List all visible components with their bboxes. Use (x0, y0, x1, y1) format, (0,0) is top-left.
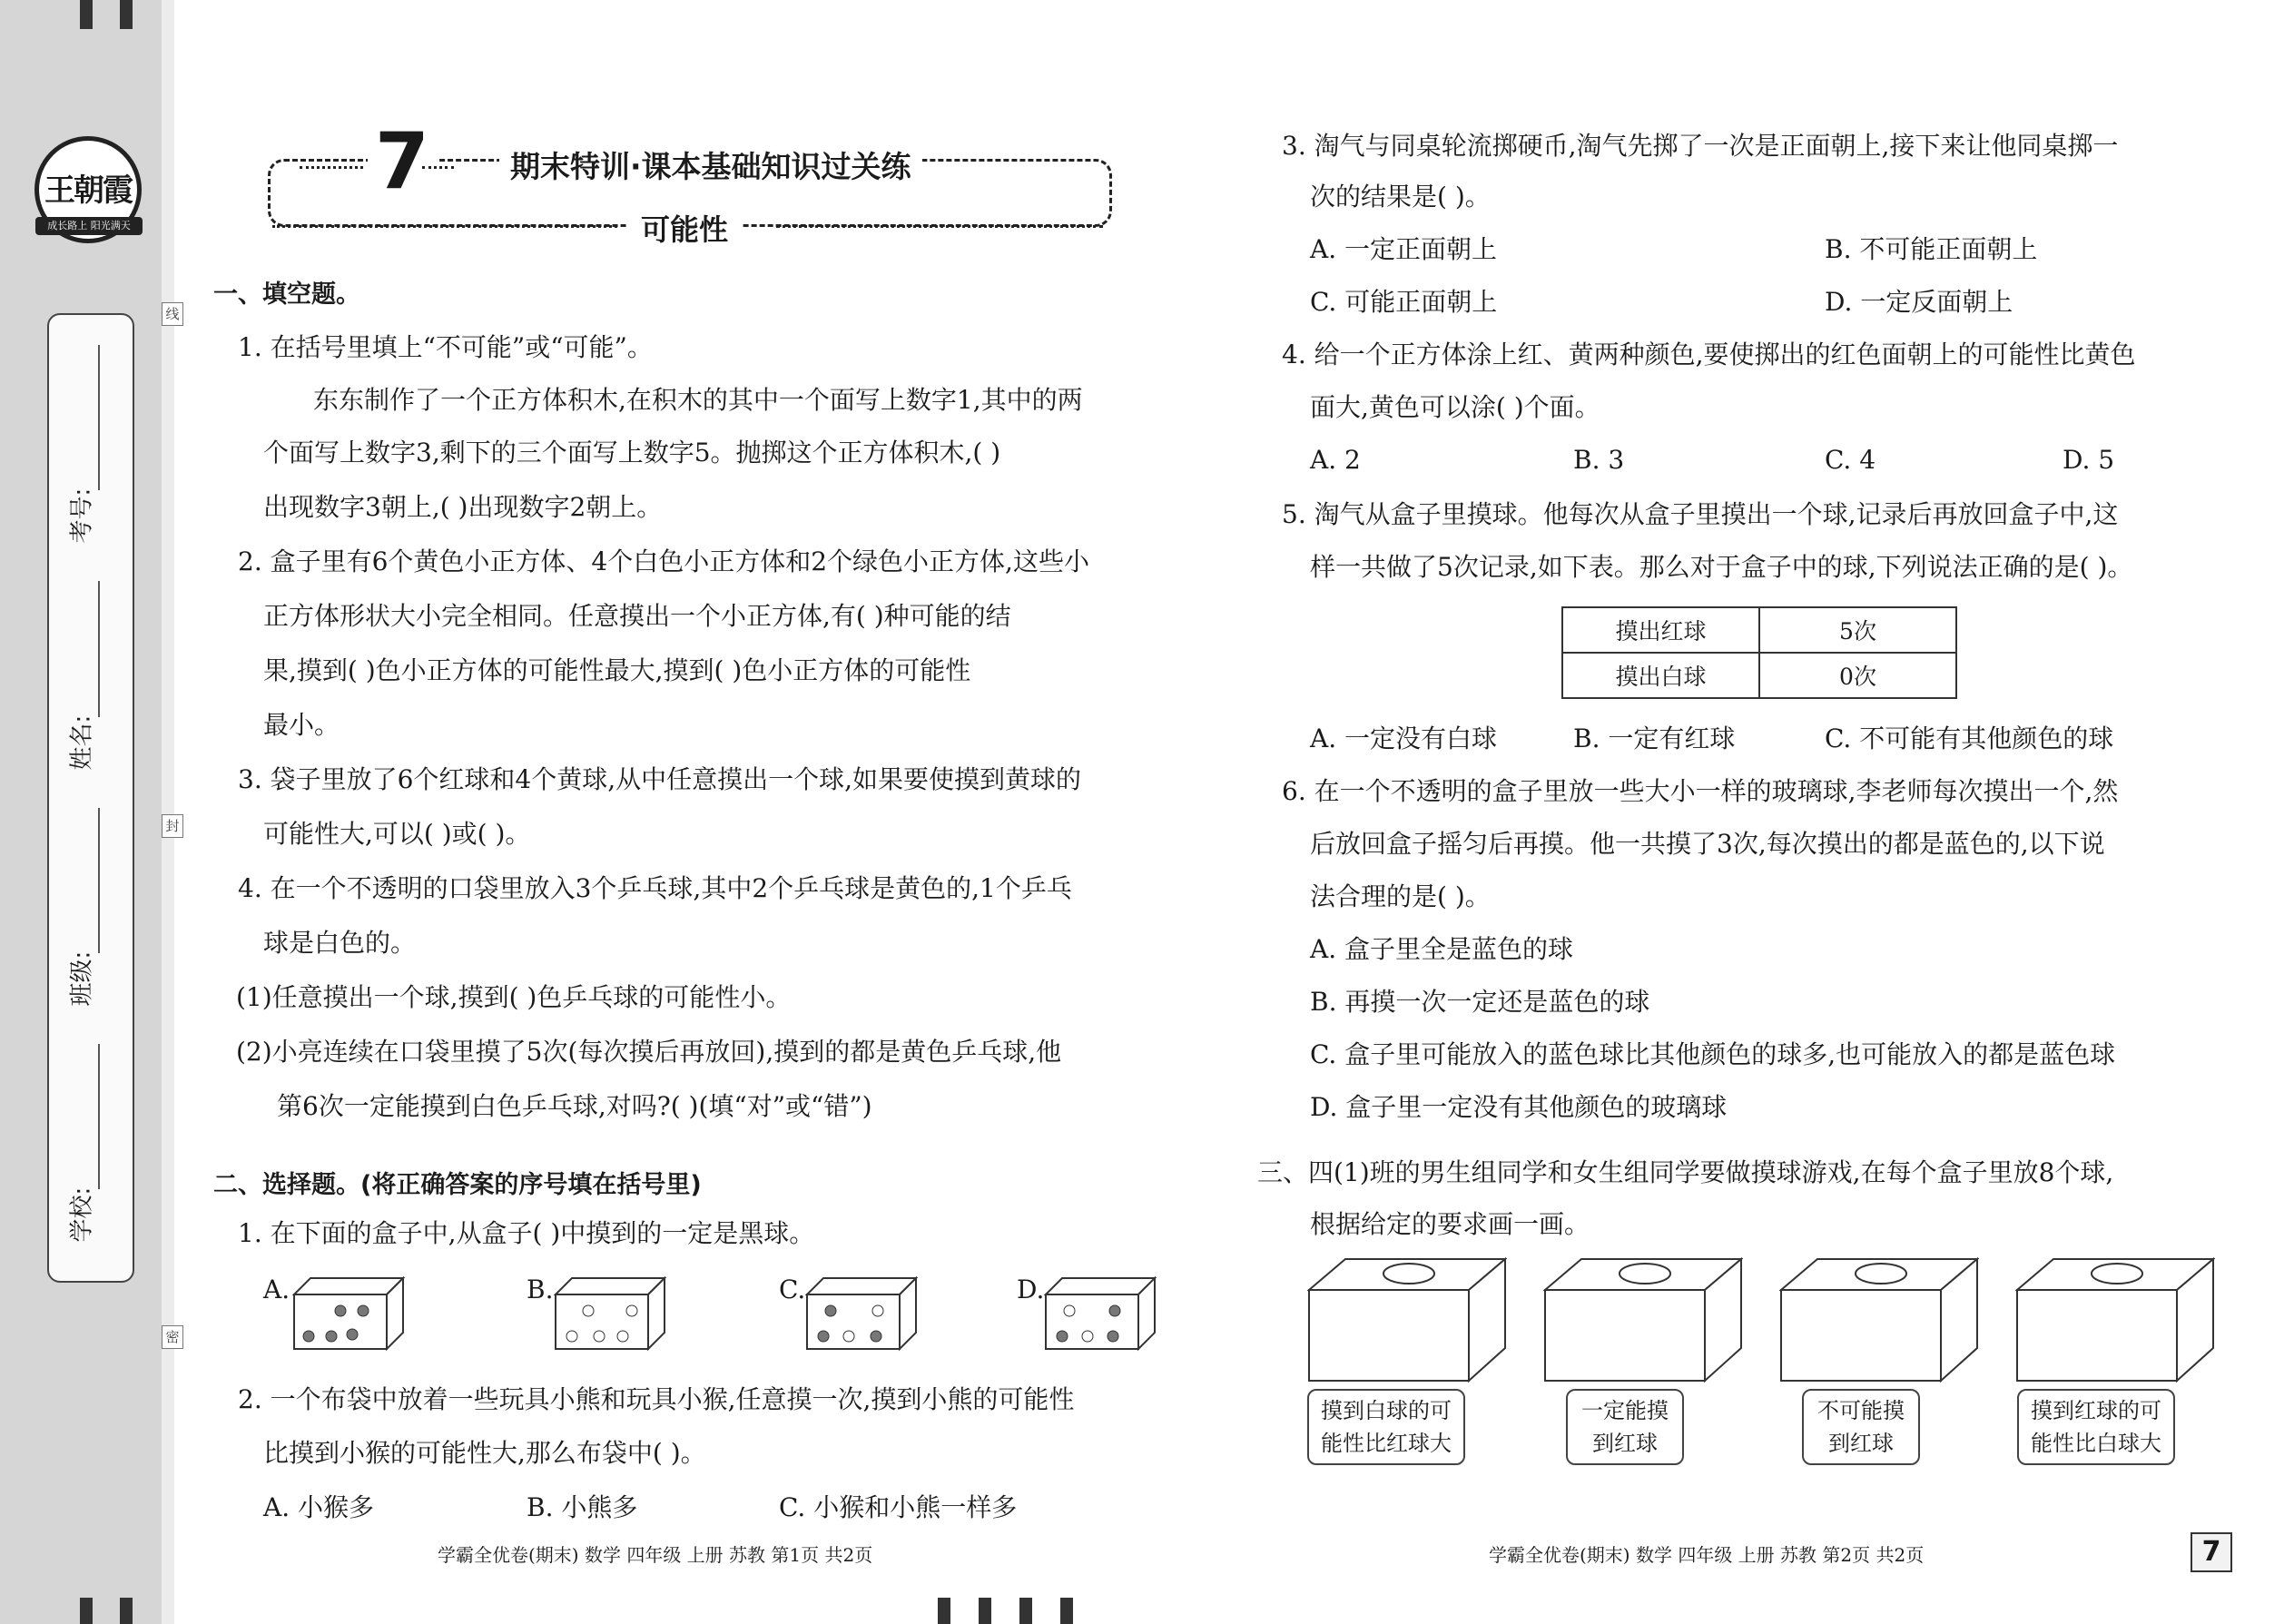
r-q6-option-b: B. 再摸一次一定还是蓝色的球 (1310, 987, 1650, 1017)
ball-box-b (552, 1271, 670, 1353)
s2-q2-line1: 2. 一个布袋中放着一些玩具小熊和玩具小猴,任意摸一次,摸到小熊的可能性 (238, 1384, 1075, 1414)
register-mark (1019, 1598, 1032, 1624)
drawing-box-4[interactable] (2015, 1257, 2215, 1384)
class-label: 班级: (68, 950, 96, 1007)
r-q4-line1: 4. 给一个正方体涂上红、黄两种颜色,要使掷出的红色面朝上的可能性比黄色 (1282, 340, 2136, 369)
exam-number-label: 考号: (68, 487, 96, 544)
r-q4-option-b: B. 3 (1573, 445, 1625, 475)
table-row (1562, 653, 1956, 698)
r-q4-option-c: C. 4 (1825, 445, 1876, 475)
q1-line2: 个面写上数字3,剩下的三个面写上数字5。抛掷这个正方体积木,( ) (263, 438, 1001, 468)
caption-line: 一定能摸 (1581, 1398, 1669, 1423)
page-number: 7 (2191, 1532, 2232, 1572)
caption-line: 能性比红球大 (1321, 1431, 1452, 1456)
class-line[interactable] (98, 808, 100, 953)
q4-part2a: (2)小亮连续在口袋里摸了5次(每次摸后再放回),摸到的都是黄色乒乓球,他 (236, 1037, 1062, 1067)
seal-char: 密 (162, 1325, 183, 1349)
register-mark (80, 1598, 93, 1624)
seal-char: 线 (162, 302, 183, 326)
r-q3-option-d: D. 一定反面朝上 (1825, 287, 2013, 317)
q2-line3: 果,摸到( )色小正方体的可能性最大,摸到( )色小正方体的可能性 (263, 655, 971, 685)
r-q5-option-b: B. 一定有红球 (1573, 723, 1736, 753)
r-q4-option-d: D. 5 (2063, 445, 2115, 475)
caption-box-2 (1566, 1389, 1684, 1465)
r-q3-line1: 3. 淘气与同桌轮流掷硬币,淘气先掷了一次是正面朝上,接下来让他同桌掷一 (1282, 131, 2119, 161)
caption-box-1 (1307, 1389, 1465, 1465)
ball-box-a (290, 1271, 409, 1353)
caption-box-4 (2017, 1389, 2175, 1465)
q1-stem: 1. 在括号里填上“不可能”或“可能”。 (238, 332, 653, 362)
publisher-logo (34, 136, 142, 243)
q2-line1: 2. 盒子里有6个黄色小正方体、4个白色小正方体和2个绿色小正方体,这些小 (238, 546, 1089, 576)
box-option-d-label: D. (1017, 1275, 1045, 1304)
exam-number-line[interactable] (98, 345, 100, 490)
q2-line4: 最小。 (263, 710, 340, 740)
binding-inner-strip (162, 0, 174, 1624)
r-q4-line2: 面大,黄色可以涂( )个面。 (1310, 392, 1600, 422)
register-mark (1060, 1598, 1073, 1624)
table-cell: 0次 (1759, 653, 1956, 698)
page-subtitle: 可能性 (626, 207, 743, 249)
section3-line1: 三、四(1)班的男生组同学和女生组同学要做摸球游戏,在每个盒子里放8个球, (1257, 1157, 2114, 1187)
r-q3-option-b: B. 不可能正面朝上 (1825, 234, 2038, 264)
name-label: 姓名: (68, 714, 96, 771)
table-row (1562, 607, 1956, 653)
school-line[interactable] (98, 1044, 100, 1189)
drawing-box-3[interactable] (1779, 1257, 1979, 1384)
dotted-rule (776, 225, 1103, 228)
dotted-rule (300, 166, 363, 169)
s2-q2-option-a: A. 小猴多 (263, 1492, 375, 1522)
section2-heading: 二、选择题。(将正确答案的序号填在括号里) (213, 1171, 702, 1199)
caption-line: 不可能摸 (1817, 1398, 1905, 1423)
drawing-box-1[interactable] (1307, 1257, 1507, 1384)
page-title: 期末特训·课本基础知识过关练 (499, 143, 922, 186)
s2-q2-option-b: B. 小熊多 (527, 1492, 638, 1522)
caption-box-3 (1802, 1389, 1920, 1465)
r-q6-option-c: C. 盒子里可能放入的蓝色球比其他颜色的球多,也可能放入的都是蓝色球 (1310, 1039, 2116, 1069)
name-line[interactable] (98, 581, 100, 717)
ball-box-c (803, 1271, 921, 1353)
record-table (1561, 606, 1957, 699)
q1-line1: 东东制作了一个正方体积木,在积木的其中一个面写上数字1,其中的两 (313, 385, 1083, 415)
r-q6-option-d: D. 盒子里一定没有其他颜色的玻璃球 (1310, 1092, 1728, 1122)
box-option-a-label: A. (263, 1275, 290, 1304)
r-q5-option-a: A. 一定没有白球 (1310, 723, 1498, 753)
q3-line1: 3. 袋子里放了6个红球和4个黄球,从中任意摸出一个球,如果要使摸到黄球的 (238, 764, 1082, 794)
q4-line1: 4. 在一个不透明的口袋里放入3个乒乓球,其中2个乒乓球是黄色的,1个乒乓 (238, 873, 1072, 903)
student-info-box (47, 313, 134, 1283)
caption-line: 摸到红球的可 (2031, 1398, 2161, 1423)
r-q3-line2: 次的结果是( )。 (1310, 182, 1491, 212)
table-cell: 摸出红球 (1562, 607, 1759, 653)
r-q6-line2: 后放回盒子摇匀后再摸。他一共摸了3次,每次摸出的都是蓝色的,以下说 (1310, 829, 2105, 859)
seal-char: 封 (162, 814, 183, 838)
register-mark (979, 1598, 991, 1624)
q4-part2b: 第6次一定能摸到白色乒乓球,对吗?( )(填“对”或“错”) (277, 1091, 872, 1121)
footer-right: 学霸全优卷(期末) 数学 四年级 上册 苏教 第2页 共2页 (1489, 1544, 1925, 1566)
caption-line: 摸到白球的可 (1321, 1398, 1452, 1423)
footer-left: 学霸全优卷(期末) 数学 四年级 上册 苏教 第1页 共2页 (438, 1544, 873, 1566)
caption-line: 到红球 (1828, 1431, 1894, 1456)
table-cell: 摸出白球 (1562, 653, 1759, 698)
r-q4-option-a: A. 2 (1310, 445, 1361, 475)
logo-ribbon: 成长路上 阳光满天 (35, 217, 143, 235)
logo-title: 王朝霞 (44, 172, 132, 209)
section1-heading: 一、填空题。 (213, 281, 360, 309)
drawing-box-2[interactable] (1543, 1257, 1743, 1384)
s2-q2-option-c: C. 小猴和小熊一样多 (779, 1492, 1018, 1522)
r-q5-line1: 5. 淘气从盒子里摸球。他每次从盒子里摸出一个球,记录后再放回盒子中,这 (1282, 499, 2119, 529)
q2-line2: 正方体形状大小完全相同。任意摸出一个小正方体,有( )种可能的结 (263, 601, 1011, 631)
register-mark (120, 1598, 133, 1624)
ball-box-d (1042, 1271, 1160, 1353)
box-option-b-label: B. (527, 1275, 554, 1304)
lesson-number: 7 (368, 118, 437, 205)
dotted-rule (422, 166, 454, 169)
table-cell: 5次 (1759, 607, 1956, 653)
r-q6-line1: 6. 在一个不透明的盒子里放一些大小一样的玻璃球,李老师每次摸出一个,然 (1282, 776, 2119, 806)
q1-line3: 出现数字3朝上,( )出现数字2朝上。 (263, 492, 663, 522)
caption-line: 到红球 (1592, 1431, 1658, 1456)
register-mark (938, 1598, 950, 1624)
r-q5-option-c: C. 不可能有其他颜色的球 (1825, 723, 2114, 753)
r-q6-option-a: A. 盒子里全是蓝色的球 (1310, 934, 1574, 964)
r-q5-line2: 样一共做了5次记录,如下表。那么对于盒子中的球,下列说法正确的是( )。 (1310, 552, 2133, 582)
school-label: 学校: (68, 1186, 96, 1243)
s2-q1-stem: 1. 在下面的盒子中,从盒子( )中摸到的一定是黑球。 (238, 1218, 815, 1248)
r-q6-line3: 法合理的是( )。 (1310, 881, 1491, 911)
q4-part1: (1)任意摸出一个球,摸到( )色乒乓球的可能性小。 (236, 982, 792, 1012)
register-mark (120, 0, 133, 29)
q3-line2: 可能性大,可以( )或( )。 (263, 819, 531, 849)
s2-q2-line2: 比摸到小猴的可能性大,那么布袋中( )。 (263, 1438, 706, 1468)
r-q3-option-a: A. 一定正面朝上 (1310, 234, 1498, 264)
section3-line2: 根据给定的要求画一画。 (1310, 1209, 1590, 1239)
register-mark (80, 0, 93, 29)
q4-line2: 球是白色的。 (263, 928, 417, 958)
caption-line: 能性比白球大 (2031, 1431, 2161, 1456)
r-q3-option-c: C. 可能正面朝上 (1310, 287, 1498, 317)
dotted-rule (272, 225, 617, 228)
box-option-c-label: C. (779, 1275, 806, 1304)
